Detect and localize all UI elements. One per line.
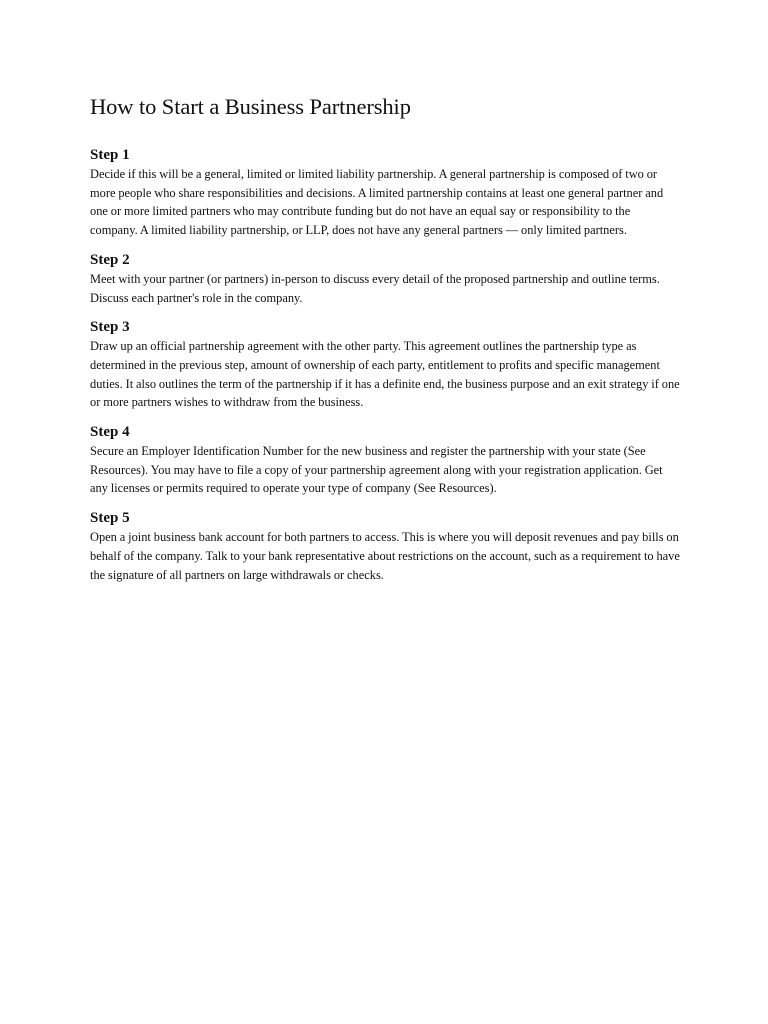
step-4-section [90, 422, 680, 498]
document-page [90, 91, 680, 594]
step-1-heading: Step 1 [90, 147, 130, 163]
step-2-heading: Step 2 [90, 251, 130, 268]
step-2-section [90, 250, 680, 307]
step-3-section [90, 317, 680, 412]
step-3-text: Draw up an official partnership agreement with the other party. This agreement outlines the partnership type as determined in the previous step, amount of ownership of each party, entitlement to profits and specific management duties. It also outlines the term of the partnership if it has a definite end, the business purpose and an exit strategy if one or more partners wishes to withdraw from the business. [90, 339, 680, 410]
steps-list [90, 145, 680, 584]
step-5-heading: Step 5 [90, 510, 130, 527]
step-5-section [90, 508, 680, 584]
step-1-section [90, 145, 680, 240]
step-1-text: Decide if this will be a general, limited or limited liability partnership. A general partnership is composed of two or more people who share responsibilities and decisions. A limited partnership contains at least one general partner and one or more limited partners who may contribute funding but do not have an equal say or responsibility to the company. A limited liability partnership, or LLP, does not have any general partners — only limited partners. [90, 167, 664, 238]
step-4-text: Secure an Employer Identification Number for the new business and register the partnership with your state (See Resources). You may have to file a copy of your partnership agreement along with your registration application. Get any licenses or permits required to operate your type of company (See Resources). [90, 444, 663, 496]
step-5-text: Open a joint business bank account for both partners to access. This is where you will deposit revenues and pay bills on behalf of the company. Talk to your bank representative about restrictions on the account, such as a requirement to have the signature of all partners on large withdrawals or checks. [90, 530, 680, 582]
step-4-heading: Step 4 [90, 424, 130, 441]
step-3-heading: Step 3 [90, 319, 130, 336]
step-2-text: Meet with your partner (or partners) in-person to discuss every detail of the proposed partnership and outline terms. Discuss each partner's role in the company. [90, 271, 660, 305]
page-title: How to Start a Business Partnership [90, 94, 411, 119]
